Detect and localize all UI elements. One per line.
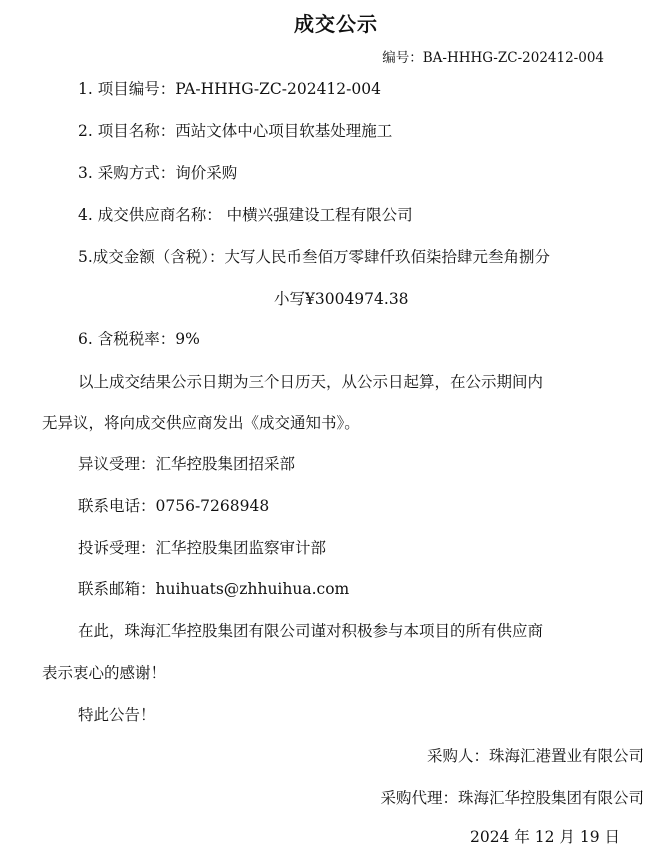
announcement: 特此公告！ bbox=[78, 706, 156, 724]
tax-rate: 6. 含税税率：9% bbox=[78, 330, 200, 348]
thanks-line-2: 表示衷心的感谢！ bbox=[42, 664, 167, 682]
agent-signature: 采购代理：珠海汇华控股集团有限公司 bbox=[380, 789, 644, 807]
document-number: 编号：BA-HHHG-ZC-202412-004 bbox=[382, 50, 604, 66]
contact-phone: 联系电话：0756-7268948 bbox=[78, 497, 270, 515]
amount-in-figures: 小写¥3004974.38 bbox=[274, 290, 409, 308]
thanks-line-1: 在此，珠海汇华控股集团有限公司谨对积极参与本项目的所有供应商 bbox=[78, 622, 544, 640]
notice-line-2: 无异议，将向成交供应商发出《成交通知书》。 bbox=[42, 414, 360, 432]
notice-line-1: 以上成交结果公示日期为三个日历天，从公示日起算，在公示期间内 bbox=[78, 373, 544, 391]
document-title: 成交公示 bbox=[294, 12, 378, 36]
amount-in-words: 5.成交金额（含税）：大写人民币叁佰万零肆仟玖佰柒拾肆元叁角捌分 bbox=[78, 248, 551, 266]
complaint-contact: 投诉受理：汇华控股集团监察审计部 bbox=[78, 539, 327, 557]
project-number: 1. 项目编号：PA-HHHG-ZC-202412-004 bbox=[78, 80, 381, 98]
winning-supplier: 4. 成交供应商名称： 中横兴强建设工程有限公司 bbox=[78, 206, 413, 224]
procurement-method: 3. 采购方式：询价采购 bbox=[78, 164, 238, 182]
contact-email: 联系邮箱：huihuats@zhhuihua.com bbox=[78, 580, 350, 598]
project-name: 2. 项目名称：西站文体中心项目软基处理施工 bbox=[78, 122, 393, 140]
document-date: 2024 年 12 月 19 日 bbox=[469, 828, 620, 846]
purchaser-signature: 采购人：珠海汇港置业有限公司 bbox=[426, 747, 644, 765]
objection-contact: 异议受理：汇华控股集团招采部 bbox=[78, 455, 296, 473]
